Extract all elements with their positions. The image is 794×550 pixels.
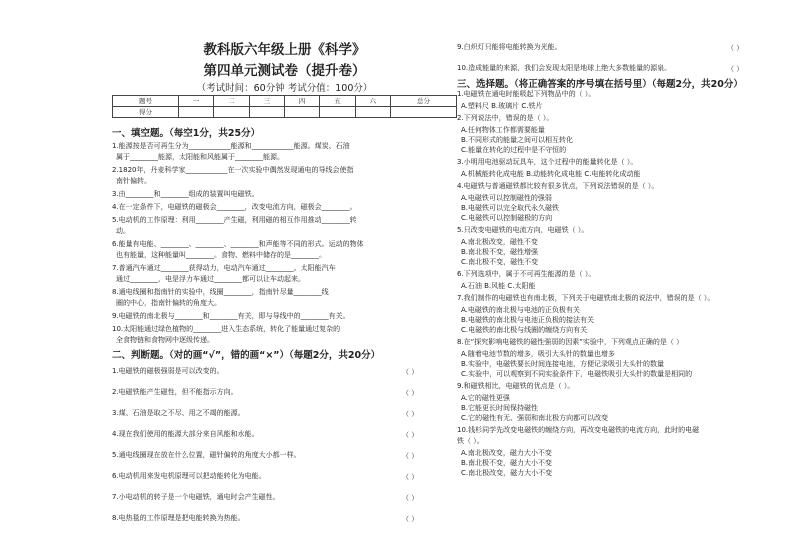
choice-option: A.塑料尺 B.玻璃片 C.铁片: [461, 102, 543, 110]
choice-option: A.它的磁性更强: [461, 394, 510, 402]
choice-option: A.石油 B.风能 C.太阳能: [461, 282, 536, 290]
question-line: 全食物链和食物网中逐级传递。: [116, 336, 214, 344]
question-line: 2.1820年，丹麦科学家____________在一次实验中偶然发现通电的导线会使指: [112, 166, 354, 174]
exam-info: （考试时间：60分钟 考试分值：100分）: [196, 83, 373, 94]
question-line: 南针偏转。: [116, 177, 151, 185]
score-value-row: [113, 107, 457, 118]
judge-item: 10.造成能量的来源，我们会发现太阳是地球上绝大多数能量的源泉。: [457, 64, 672, 72]
question-line: 动。: [116, 227, 130, 235]
judge-item: 6.电动机用来发电机原理可以把动能转化为电能。: [112, 472, 266, 480]
choice-line: 2.下列说法中，错误的是（ ）。: [457, 114, 554, 122]
exam-title: 教科版六年级上册《科学》: [203, 42, 366, 58]
question-line: 属于________能源，太阳能和风能属于________能源。: [116, 153, 284, 161]
choice-option: C.电磁铁可以控制磁极的方向: [461, 214, 553, 222]
choice-option: C.南北极改变，磁力大小不变: [461, 469, 553, 477]
judge-item: 2.电磁铁能产生磁性，但不能指示方向。: [112, 388, 238, 396]
choice-option: A.电磁铁可以控制磁性的强弱: [461, 194, 552, 202]
question-line: 5.电动机的工作原理：利用________产生磁，利用磁的相互作用推动________转: [112, 216, 357, 224]
choice-line: 9.和磁铁相比，电磁铁的优点是（ ）。: [457, 382, 575, 390]
choice-line: 铁（ ）。: [457, 437, 484, 445]
choice-option: B.电磁铁的南北极与电池正负极的接法有关: [461, 316, 595, 324]
answer-paren[interactable]: （ ）: [402, 431, 419, 439]
answer-paren[interactable]: （ ）: [402, 452, 419, 460]
choice-option: C.它的磁性有无、强弱和南北极方向都可以改变: [461, 414, 609, 422]
judge-item: 8.电热毯的工作原理是把电能转换为热能。: [112, 514, 245, 522]
choice-option: B.电磁铁可以完全取代永久磁铁: [461, 204, 560, 212]
choice-line: 1.电磁铁在通电时能吸起下列物品中的（ ）。: [457, 90, 596, 98]
choice-option: B.实验中，电磁铁要长时间连接电池，方便记录吸引大头针的数量: [461, 360, 665, 368]
question-line: 8.通电线圈和指南针的实验中，线圈________，指南针尽量________线: [112, 288, 329, 296]
judge-item: 5.通电线圈现在放在什么位置，磁针偏转的角度大小都一样。: [112, 451, 301, 459]
question-line: 6.能量有电能、________、________、________和声能等不同的形式。运动的物体: [112, 240, 364, 248]
answer-paren[interactable]: （ ）: [727, 44, 744, 52]
choice-option: B.南北极不变，磁力大小不变: [461, 459, 553, 467]
score-input-cell[interactable]: [178, 107, 213, 118]
question-line: 9.电磁铁的南北极与________和________有关，即与导线中的________有关。: [112, 312, 350, 320]
choice-option: A.随着电池节数的增多，吸引大头针的数量也增多: [461, 350, 615, 358]
score-table: [112, 95, 457, 118]
question-line: 3.由________和________组成的装置叫电磁铁。: [112, 190, 259, 198]
answer-paren[interactable]: （ ）: [402, 368, 419, 376]
judge-item: 7.小电动机的转子是一个电磁铁，通电时会产生磁性。: [112, 493, 280, 501]
choice-option: C.电磁铁的南北极与线圈的缠绕方向有关: [461, 326, 588, 334]
score-input-cell[interactable]: [320, 107, 355, 118]
answer-paren[interactable]: （ ）: [727, 65, 744, 73]
choice-line: 8.在“探究影响电磁铁的磁性强弱的因素”实验中，下列观点正确的是（ ）: [457, 338, 684, 346]
choice-option: A.南北极改变，磁性不变: [461, 238, 538, 246]
answer-paren[interactable]: （ ）: [402, 515, 419, 523]
score-header-row: [113, 96, 457, 107]
score-cell: 二: [214, 96, 249, 107]
judge-item: 9.白炽灯只能将电能转换为光能。: [457, 43, 562, 51]
section-heading-choice: 三、选择题。（将正确答案的序号填在括号里）（每题2分，共20分）: [457, 79, 743, 90]
choice-option: A.南北极改变，磁力大小不变: [461, 449, 552, 457]
choice-option: C.南北极不变，磁性不变: [461, 258, 539, 266]
choice-option: B.南北极不变，磁性增强: [461, 248, 539, 256]
answer-paren[interactable]: （ ）: [402, 473, 419, 481]
score-cell: 得分: [113, 107, 179, 118]
choice-line: 3.小明用电池驱动玩具车，这个过程中的能量转化是（ ）。: [457, 158, 638, 166]
question-line: 4.在一定条件下，电磁铁的磁极会________，改变电流方向，磁极会________。: [112, 203, 357, 211]
answer-paren[interactable]: （ ）: [402, 494, 419, 502]
choice-line: 6.下列选项中，属于不可再生能源的是（ ）。: [457, 270, 596, 278]
choice-option: B.不同形式的能量之间可以相互转化: [461, 136, 574, 144]
score-cell: 题号: [113, 96, 179, 107]
score-cell: 五: [320, 96, 355, 107]
score-input-cell[interactable]: [214, 107, 249, 118]
score-input-cell[interactable]: [249, 107, 284, 118]
choice-line: 5.只改变电磁铁的电流方向，电磁铁（ ）。: [457, 226, 589, 234]
question-line: 圈的中心，指南针偏转的角度大。: [116, 299, 221, 307]
choice-line: 4.电磁铁与普通磁铁都比较有很多优点，下列说法错误的是（ ）。: [457, 182, 659, 190]
choice-option: C.实验中，可以观察到不同实验条件下，电磁铁吸引大头针的数量是相同的: [461, 370, 693, 378]
choice-option: B.它能更长时间保持磁性: [461, 404, 539, 412]
judge-item: 3.煤、石油是取之不尽、用之不竭的能源。: [112, 409, 245, 417]
exam-subtitle: 第四单元测试卷（提升卷）: [203, 63, 366, 79]
score-cell: 总分: [390, 96, 456, 107]
choice-option: C.能量在转化的过程中是不守恒的: [461, 146, 567, 154]
score-input-cell[interactable]: [390, 107, 456, 118]
question-line: 7.普通汽车通过________获得动力，电动汽车通过________。太阳能汽车: [112, 264, 336, 272]
question-line: 1.能源按是否可再生分为____________能源和____________能源。煤炭、石油: [112, 142, 350, 150]
answer-paren[interactable]: （ ）: [402, 410, 419, 418]
score-cell: 一: [178, 96, 213, 107]
score-input-cell[interactable]: [355, 107, 390, 118]
choice-line: 7.我们制作的电磁铁也有南北极，下列关于电磁铁南北极的说法中，错误的是（ ）。: [457, 294, 715, 302]
score-cell: 六: [355, 96, 390, 107]
choice-option: A.电磁铁的南北极与电池的正负极有关: [461, 306, 580, 314]
section-heading-true-false: 二、判断题。（对的画“√”，错的画“×”）（每题2分，共20分）: [112, 350, 381, 361]
choice-option: A.机械能转化成电能 B.动能转化成电能 C.电能转化成动能: [461, 170, 641, 178]
choice-option: A.任何物体工作都需要能量: [461, 126, 545, 134]
answer-paren[interactable]: （ ）: [402, 389, 419, 397]
score-cell: 四: [284, 96, 319, 107]
judge-item: 1.电磁铁的磁极强弱是可以改变的。: [112, 367, 224, 375]
question-line: 10.太阳能通过绿色植物的________进入生态系统，转化了能量通过复杂的: [112, 325, 341, 333]
question-line: 通过________，电是浮力车通过________都可以让车动起来。: [116, 275, 305, 283]
section-heading-fill-blank: 一、填空题。（每空1分，共25分）: [112, 128, 261, 139]
score-input-cell[interactable]: [284, 107, 319, 118]
score-cell: 三: [249, 96, 284, 107]
question-line: 也有能量，这种能量叫________。食物、燃料中储存的是________。: [116, 251, 326, 259]
choice-line: 10.钱杉同学先改变电磁铁的缠绕方向，再改变电磁铁的电流方向，此时的电磁: [457, 426, 700, 434]
judge-item: 4.现在我们使用的能源大部分来自风能和水能。: [112, 430, 259, 438]
